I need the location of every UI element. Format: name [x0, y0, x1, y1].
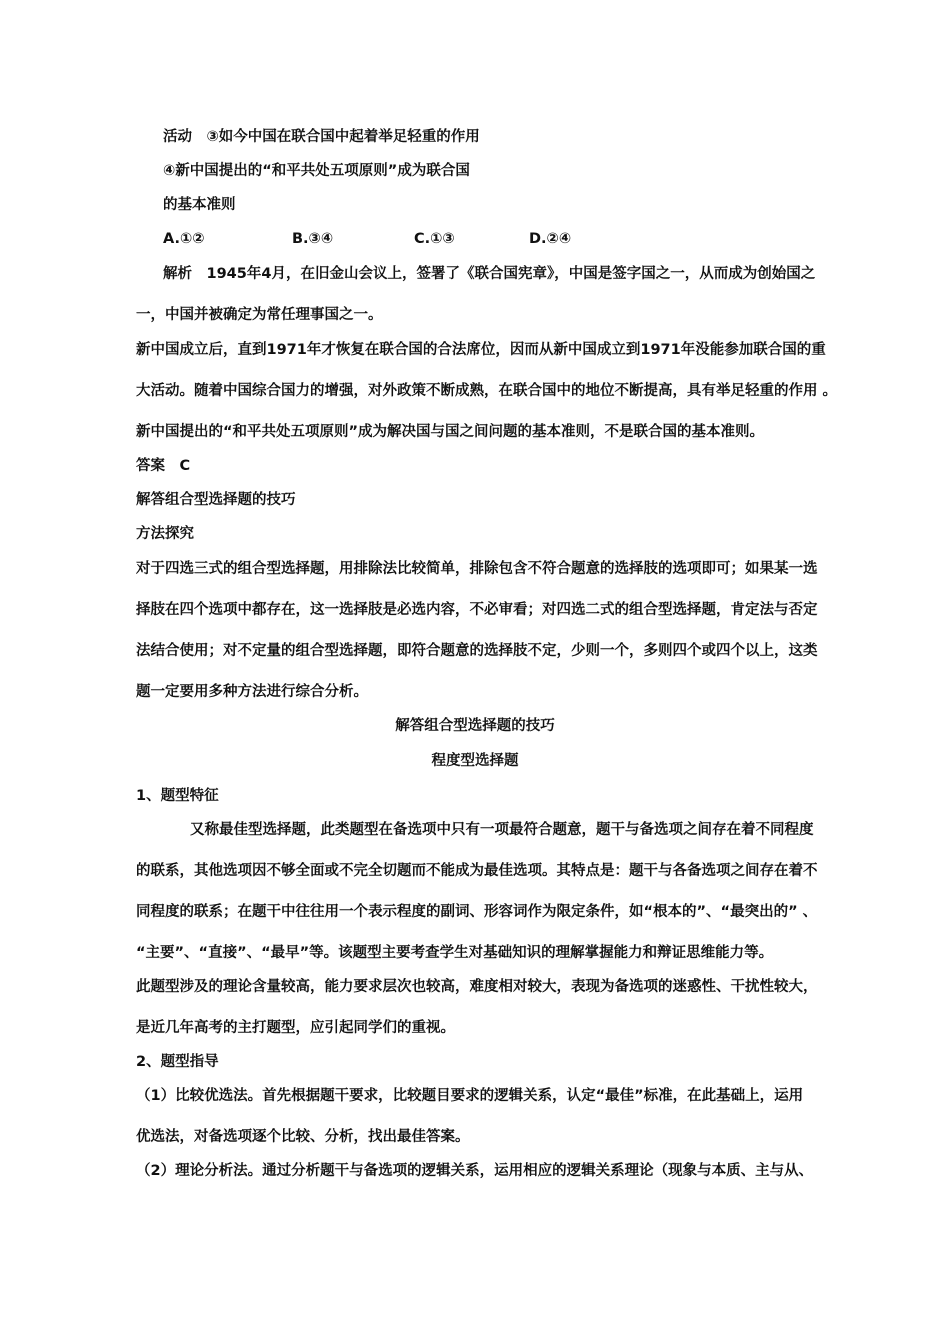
answer-line: 答案 C [136, 458, 191, 474]
question-option-4-line: ④新中国提出的“和平共处五项原则”成为联合国 [163, 163, 470, 179]
guidance-paragraph-line: 优选法，对备选项逐个比较、分析，找出最佳答案。 [136, 1129, 470, 1145]
method-paragraph-line: 法结合使用；对不定量的组合型选择题，即符合题意的选择肢不定，少则一个，多则四个或四个以上，这类 [136, 643, 818, 659]
option-c: C.①③ [414, 231, 455, 247]
feature-paragraph-line: “主要”、“直接”、“最早”等。该题型主要考查学生对基础知识的理解掌握能力和辩证思维能力等。 [136, 945, 774, 961]
numbered-heading: 1、题型特征 [136, 788, 219, 804]
analysis-paragraph-line: 新中国成立后，直到1971年才恢复在联合国的合法席位，因而从新中国成立到1971年没能参加联合国的重 [136, 342, 826, 358]
section-heading: 解答组合型选择题的技巧 [136, 492, 296, 508]
method-paragraph-line: 题一定要用多种方法进行综合分析。 [136, 684, 368, 700]
analysis-paragraph-line: 解析 1945年4月，在旧金山会议上，签署了《联合国宪章》，中国是签字国之一，从而成为创始国之 [163, 266, 816, 282]
feature-paragraph-line: 的联系，其他选项因不够全面或不完全切题而不能成为最佳选项。其特点是：题干与各备选项之间存在着不 [136, 863, 818, 879]
question-option-3-line: 活动 ③如今中国在联合国中起着举足轻重的作用 [163, 129, 480, 145]
method-paragraph-line: 对于四选三式的组合型选择题，用排除法比较简单，排除包含不符合题意的选择肢的选项即可；如果某一选 [136, 561, 818, 577]
guidance-paragraph-line: （2）理论分析法。通过分析题干与备选项的逻辑关系，运用相应的逻辑关系理论（现象与本质、主与从、 [136, 1163, 814, 1179]
analysis-paragraph-line: 大活动。随着中国综合国力的增强，对外政策不断成熟，在联合国中的地位不断提高，具有举足轻重的作用 。 [136, 383, 838, 399]
feature-paragraph-line: 同程度的联系；在题干中往往用一个表示程度的副词、形容词作为限定条件，如“根本的”、“最突出的” 、 [136, 904, 818, 920]
guidance-paragraph-line: （1）比较优选法。首先根据题干要求，比较题目要求的逻辑关系，认定“最佳”标准，在此基础上，运用 [136, 1088, 804, 1104]
option-d: D.②④ [529, 231, 572, 247]
feature-paragraph-line: 又称最佳型选择题，此类题型在备选项中只有一项最符合题意，题干与备选项之间存在着不同程度 [190, 822, 814, 838]
centered-subtitle: 程度型选择题 [431, 753, 519, 769]
centered-title: 解答组合型选择题的技巧 [395, 718, 555, 734]
analysis-paragraph-line: 新中国提出的“和平共处五项原则”成为解决国与国之间问题的基本准则，不是联合国的基本准则。 [136, 424, 765, 440]
option-a: A.①② [163, 231, 205, 247]
option-b: B.③④ [292, 231, 334, 247]
feature-paragraph-line: 是近几年高考的主打题型，应引起同学们的重视。 [136, 1020, 455, 1036]
subsection-heading: 方法探究 [136, 526, 194, 542]
feature-paragraph-line: 此题型涉及的理论含量较高，能力要求层次也较高，难度相对较大，表现为备选项的迷惑性、干扰性较大， [136, 979, 818, 995]
analysis-paragraph-line: 一，中国并被确定为常任理事国之一。 [136, 307, 383, 323]
question-option-4-continued: 的基本准则 [163, 197, 236, 213]
numbered-heading: 2、题型指导 [136, 1054, 219, 1070]
method-paragraph-line: 择肢在四个选项中都存在，这一选择肢是必选内容，不必审看；对四选二式的组合型选择题，肯定法与否定 [136, 602, 818, 618]
